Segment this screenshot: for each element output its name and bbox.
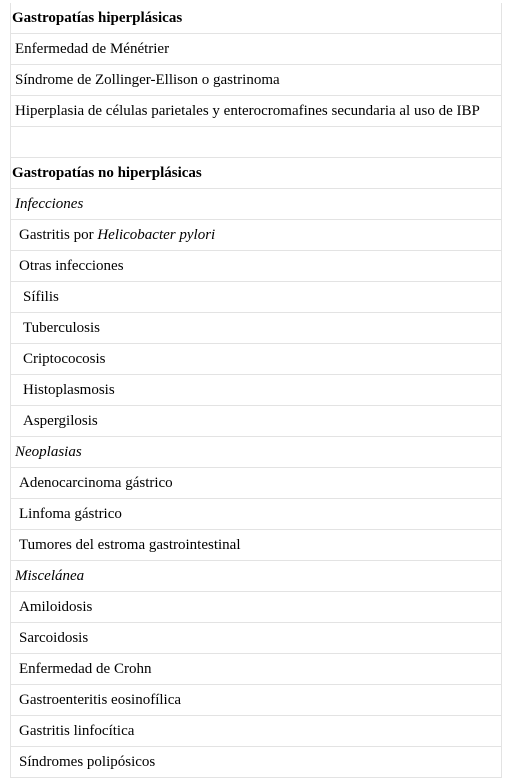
row-text: Criptococosis — [23, 350, 106, 367]
section-heading: Gastropatías hiperplásicas — [12, 9, 183, 26]
row-text: Histoplasmosis — [23, 381, 115, 398]
table-row — [11, 623, 501, 654]
table-row — [11, 561, 501, 592]
table-row — [11, 437, 501, 468]
row-text: Enfermedad de Crohn — [19, 660, 152, 677]
table-row — [11, 375, 501, 406]
table-row — [11, 499, 501, 530]
row-text: Síndrome de Zollinger-Ellison o gastrinoma — [15, 71, 280, 88]
table-row — [11, 685, 501, 716]
table-row — [11, 189, 501, 220]
row-text: Sífilis — [23, 288, 59, 305]
table-row — [11, 468, 501, 499]
section-heading: Gastropatías no hiperplásicas — [12, 164, 202, 181]
row-text: Gastritis linfocítica — [19, 722, 135, 739]
table-row — [11, 282, 501, 313]
row-text: Gastroenteritis eosinofílica — [19, 691, 182, 708]
organism-name: Helicobacter pylori — [97, 226, 216, 243]
subsection-heading: Infecciones — [15, 195, 84, 212]
table-row — [11, 220, 501, 251]
row-text: Tumores del estroma gastrointestinal — [19, 536, 241, 553]
row-text: Otras infecciones — [19, 257, 124, 274]
row-text: Aspergilosis — [23, 412, 98, 429]
row-text — [19, 227, 215, 244]
table-row — [11, 65, 501, 96]
classification-table — [10, 3, 502, 778]
table-row — [11, 592, 501, 623]
row-text: Hiperplasia de células parietales y enterocromafines secundaria al uso de IBP — [15, 102, 480, 119]
table-row — [11, 530, 501, 561]
table-row — [11, 313, 501, 344]
table-row — [11, 96, 501, 127]
table-row — [11, 716, 501, 747]
subsection-heading: Miscelánea — [15, 567, 85, 584]
table-row — [11, 344, 501, 375]
table-row — [11, 158, 501, 189]
row-text: Linfoma gástrico — [19, 505, 122, 522]
table-row — [11, 747, 501, 778]
table-row — [11, 406, 501, 437]
row-text: Amiloidosis — [19, 598, 93, 615]
row-text-prefix: Gastritis por — [19, 226, 98, 243]
table-row — [11, 654, 501, 685]
row-text: Sarcoidosis — [19, 629, 89, 646]
table-row-empty — [11, 127, 501, 158]
row-text: Enfermedad de Ménétrier — [15, 40, 170, 57]
row-text: Síndromes polipósicos — [19, 753, 156, 770]
row-text: Tuberculosis — [23, 319, 100, 336]
table-row — [11, 251, 501, 282]
table-row — [11, 3, 501, 34]
row-text: Adenocarcinoma gástrico — [19, 474, 173, 491]
subsection-heading: Neoplasias — [15, 443, 82, 460]
table-row — [11, 34, 501, 65]
